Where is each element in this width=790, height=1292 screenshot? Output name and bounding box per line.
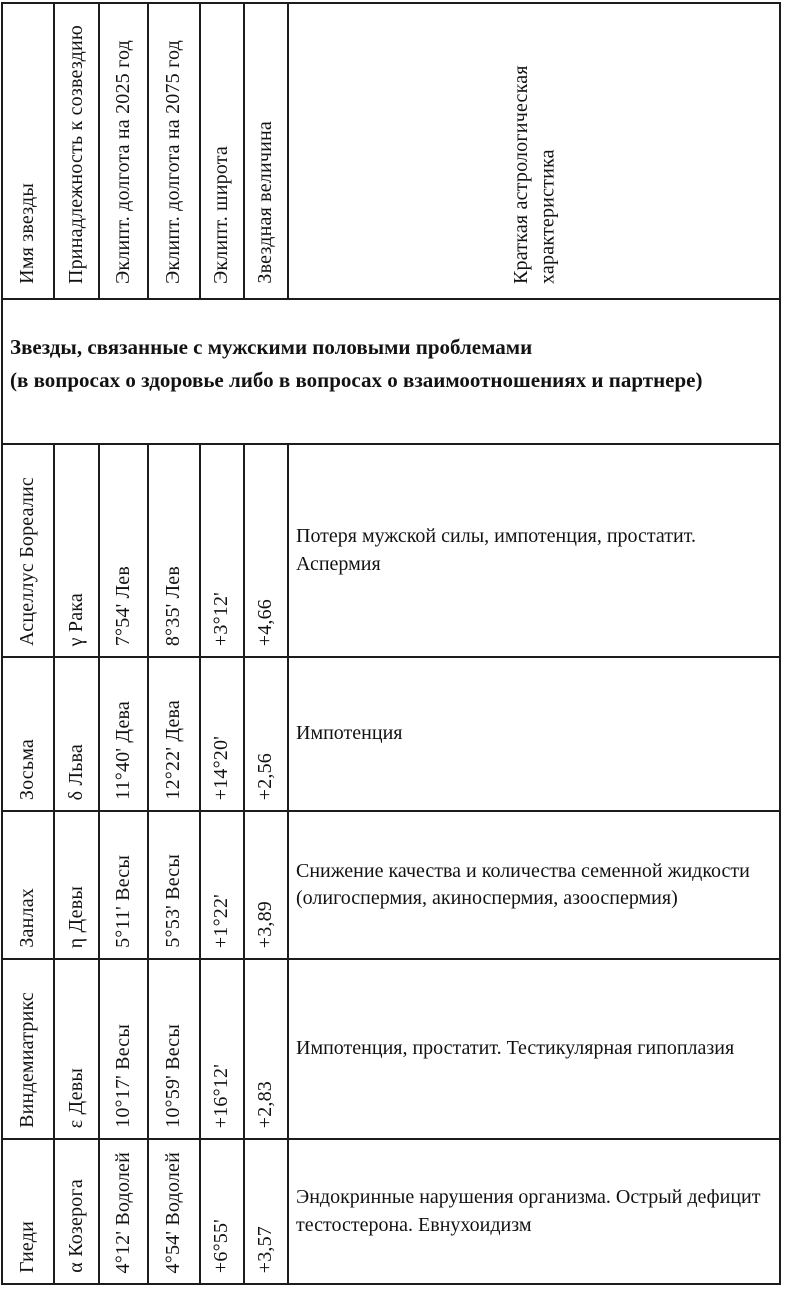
longitude-2075-value: 12°22' Дева bbox=[162, 700, 185, 800]
section-header-line1: Звезды, связанные с мужскими половыми проблемами bbox=[10, 334, 533, 359]
latitude-value: +1°22' bbox=[210, 893, 233, 948]
constellation-value: α Козерога bbox=[64, 1179, 87, 1273]
magnitude-value: +4,66 bbox=[254, 598, 277, 646]
constellation-value: ε Девы bbox=[64, 1067, 87, 1128]
star-name-value: Гиеди bbox=[16, 1221, 39, 1273]
longitude-2025-value: 10°17' Весы bbox=[111, 1024, 134, 1128]
column-header-star-name bbox=[3, 4, 55, 300]
column-header-longitude-2075-label: Эклипт. долгота на 2075 год bbox=[162, 39, 185, 284]
latitude-value: +6°55' bbox=[210, 1218, 233, 1273]
table-row-4-latitude bbox=[201, 960, 245, 1140]
column-header-characteristic bbox=[289, 4, 779, 300]
table-row-5-latitude bbox=[201, 1140, 245, 1283]
magnitude-value: +3,89 bbox=[254, 900, 277, 948]
magnitude-value: +2,56 bbox=[254, 752, 277, 800]
table-row-5-characteristic bbox=[289, 1140, 779, 1283]
table-row-4-magnitude bbox=[245, 960, 289, 1140]
magnitude-value: +3,57 bbox=[254, 1225, 277, 1273]
column-header-magnitude bbox=[245, 4, 289, 300]
table-row-2-latitude bbox=[201, 658, 245, 812]
table-row-3-longitude-2025 bbox=[100, 812, 149, 960]
table-row-1-longitude-2075 bbox=[149, 445, 201, 658]
longitude-2025-value: 11°40' Дева bbox=[111, 701, 134, 800]
star-name-value: Занлах bbox=[16, 888, 39, 948]
table-row-3-constellation bbox=[55, 812, 100, 960]
table-row-1-longitude-2025 bbox=[100, 445, 149, 658]
magnitude-value: +2,83 bbox=[254, 1080, 277, 1128]
longitude-2075-value: 4°54' Водолей bbox=[162, 1151, 185, 1273]
longitude-2075-value: 10°59' Весы bbox=[162, 1024, 185, 1128]
constellation-value: δ Льва bbox=[64, 743, 87, 800]
characteristic-text: Эндокринные нарушения организма. Острый дефицит тестостерона. Евнухоидизм bbox=[296, 1186, 761, 1236]
characteristic-text: Импотенция bbox=[296, 722, 403, 745]
table-row-5-longitude-2075 bbox=[149, 1140, 201, 1283]
star-name-value: Асцеллус Бореалис bbox=[16, 477, 39, 646]
table-row-4-longitude-2075 bbox=[149, 960, 201, 1140]
star-name-value: Зосьма bbox=[16, 738, 39, 800]
section-header-line2: (в вопросах о здоровье либо в вопросах о взаимоотношениях и партнере) bbox=[10, 367, 703, 392]
table-row-3-latitude bbox=[201, 812, 245, 960]
column-header-magnitude-label: Звездная величина bbox=[254, 121, 277, 284]
constellation-value: γ Рака bbox=[64, 592, 87, 646]
table-row-2-characteristic bbox=[289, 658, 779, 812]
longitude-2075-value: 5°53' Весы bbox=[162, 854, 185, 948]
table-row-5-star-name bbox=[3, 1140, 55, 1283]
section-header bbox=[3, 300, 779, 445]
table-row-2-magnitude bbox=[245, 658, 289, 812]
column-header-star-name-label: Имя звезды bbox=[16, 183, 39, 284]
latitude-value: +14°20' bbox=[210, 735, 233, 800]
table-row-2-star-name bbox=[3, 658, 55, 812]
table-row-5-magnitude bbox=[245, 1140, 289, 1283]
table-row-1-constellation bbox=[55, 445, 100, 658]
longitude-2025-value: 5°11' Весы bbox=[111, 855, 134, 948]
table-row-2-longitude-2075 bbox=[149, 658, 201, 812]
column-header-constellation-label: Принадлежность к созвездию bbox=[64, 24, 87, 284]
table-row-2-constellation bbox=[55, 658, 100, 812]
column-header-latitude-label: Эклипт. широта bbox=[210, 145, 233, 284]
table-row-1-star-name bbox=[3, 445, 55, 658]
latitude-value: +16°12' bbox=[210, 1063, 233, 1128]
table-row-1-characteristic bbox=[289, 445, 779, 658]
column-header-longitude-2025-label: Эклипт. долгота на 2025 год bbox=[111, 39, 134, 284]
characteristic-text: Импотенция, простатит. Тестикулярная гипоплазия bbox=[296, 1037, 735, 1060]
table-row-5-constellation bbox=[55, 1140, 100, 1283]
table-row-4-longitude-2025 bbox=[100, 960, 149, 1140]
table-row-3-characteristic bbox=[289, 812, 779, 960]
table-row-3-star-name bbox=[3, 812, 55, 960]
longitude-2025-value: 7°54' Лев bbox=[111, 565, 134, 646]
table-row-5-longitude-2025 bbox=[100, 1140, 149, 1283]
table-row-1-latitude bbox=[201, 445, 245, 658]
column-header-constellation bbox=[55, 4, 100, 300]
column-header-longitude-2075 bbox=[149, 4, 201, 300]
column-header-longitude-2025 bbox=[100, 4, 149, 300]
table-row-4-constellation bbox=[55, 960, 100, 1140]
characteristic-text: Потеря мужской силы, импотенция, простатит. Аспермия bbox=[296, 525, 696, 575]
table-row-3-magnitude bbox=[245, 812, 289, 960]
longitude-2025-value: 4°12' Водолей bbox=[111, 1151, 134, 1273]
table-row-4-characteristic bbox=[289, 960, 779, 1140]
table-row-2-longitude-2025 bbox=[100, 658, 149, 812]
column-header-latitude bbox=[201, 4, 245, 300]
constellation-value: η Девы bbox=[64, 885, 87, 948]
star-name-value: Виндемиатрикс bbox=[16, 992, 39, 1128]
longitude-2075-value: 8°35' Лев bbox=[162, 565, 185, 646]
characteristic-text: Снижение качества и количества семенной жидкости (олигоспермия, акиноспермия, азооспермия) bbox=[296, 859, 750, 909]
table-row-4-star-name bbox=[3, 960, 55, 1140]
stars-table bbox=[1, 2, 781, 1285]
column-header-characteristic-label: Краткая астрологическая характеристика bbox=[509, 65, 558, 284]
table-row-3-longitude-2075 bbox=[149, 812, 201, 960]
table-row-1-magnitude bbox=[245, 445, 289, 658]
latitude-value: +3°12' bbox=[210, 591, 233, 646]
